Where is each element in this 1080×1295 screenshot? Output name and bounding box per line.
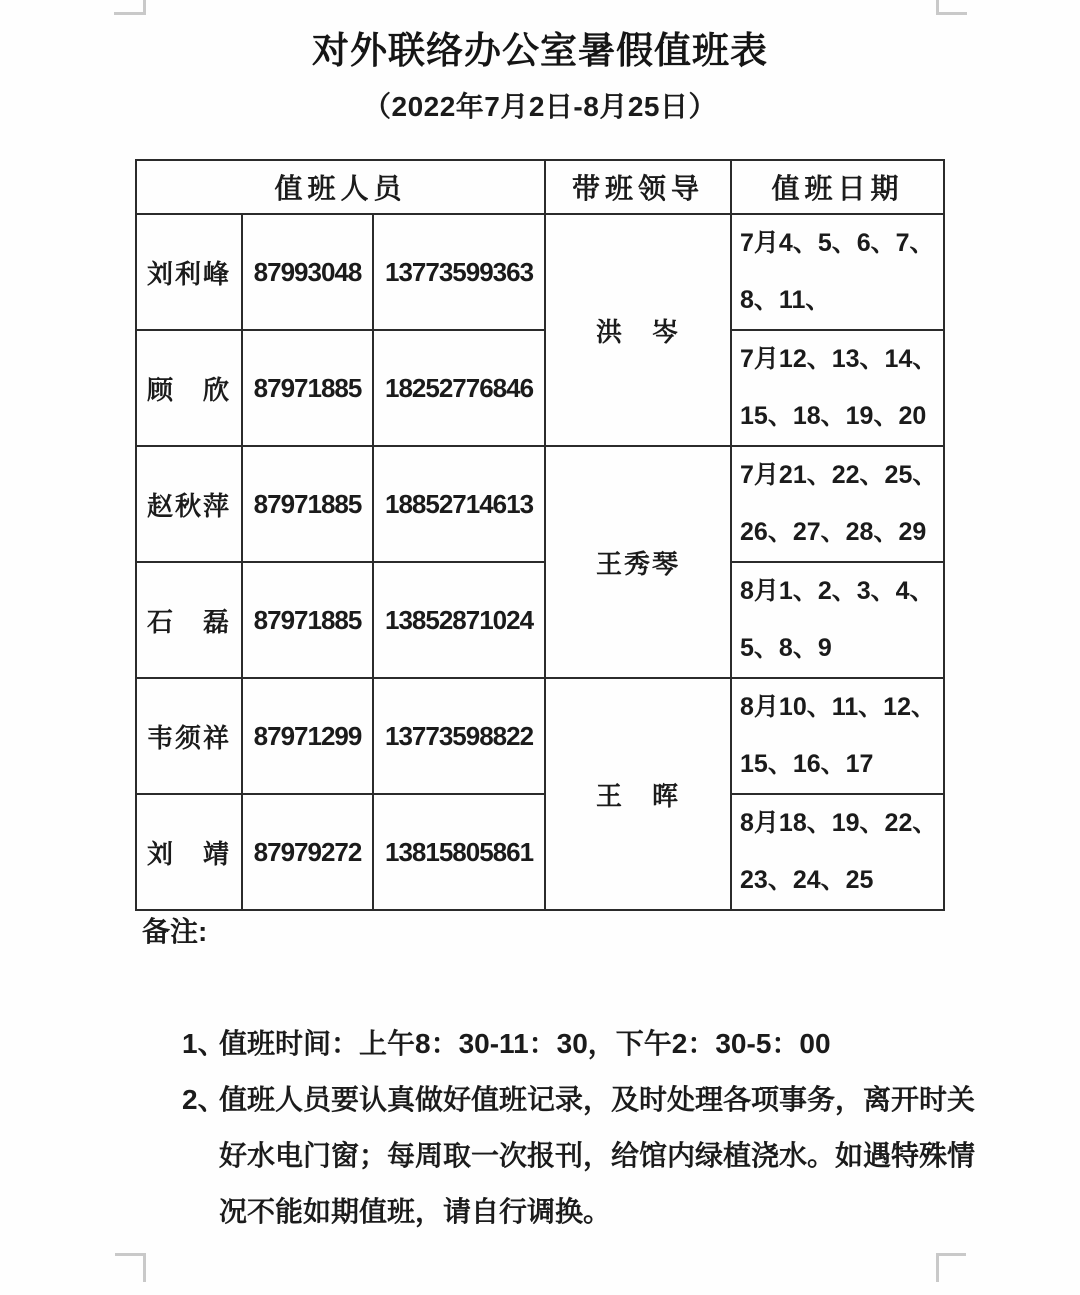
staff-name-cell: 刘 靖: [136, 794, 242, 910]
staff-name-cell: 石 磊: [136, 562, 242, 678]
note-text: 值班时间：上午8：30-11：30，下午2：30-5：00: [219, 1028, 831, 1059]
office-phone-cell: 87971299: [242, 678, 373, 794]
mobile-phone-cell: 13773598822: [373, 678, 545, 794]
office-phone-cell: 87971885: [242, 446, 373, 562]
duty-dates-cell: 7月12、13、14、15、18、19、20: [731, 330, 944, 446]
mobile-phone-cell: 13852871024: [373, 562, 545, 678]
table-row: [136, 562, 944, 678]
page-title: 对外联络办公室暑假值班表: [312, 30, 768, 71]
staff-name-cell: 韦须祥: [136, 678, 242, 794]
scan-corner-mark-top-right: [936, 0, 967, 15]
office-phone-cell: 87971885: [242, 562, 373, 678]
office-phone-cell: 87979272: [242, 794, 373, 910]
duty-roster-table: [135, 159, 945, 911]
note-number: 1、: [182, 1028, 226, 1059]
table-row: [136, 214, 944, 330]
table-row: [136, 794, 944, 910]
note-text: 值班人员要认真做好值班记录，及时处理各项事务，离开时关好水电门窗；每周取一次报刊，给馆内绿植浇水。如遇特殊情况不能如期值班，请自行调换。: [219, 1084, 976, 1227]
remark-label: 备注:: [142, 916, 208, 947]
note-item: [182, 1016, 982, 1072]
duty-dates-cell: 8月10、11、12、15、16、17: [731, 678, 944, 794]
table-header-row: [136, 160, 944, 214]
leader-name-cell: 王秀琴: [545, 446, 731, 678]
duty-dates-cell: 7月21、22、25、26、27、28、29: [731, 446, 944, 562]
mobile-phone-cell: 18852714613: [373, 446, 545, 562]
office-phone-cell: 87971885: [242, 330, 373, 446]
scan-corner-mark-bottom-left: [115, 1253, 146, 1282]
duty-dates-cell: 7月4、5、6、7、8、11、: [731, 214, 944, 330]
table-row: [136, 446, 944, 562]
header-cell-dates: 值班日期: [731, 160, 944, 214]
leader-name-cell: 洪 岑: [545, 214, 731, 446]
mobile-phone-cell: 13815805861: [373, 794, 545, 910]
note-number: 2、: [182, 1084, 226, 1115]
mobile-phone-cell: 18252776846: [373, 330, 545, 446]
duty-dates-cell: 8月18、19、22、23、24、25: [731, 794, 944, 910]
staff-name-cell: 赵秋萍: [136, 446, 242, 562]
office-phone-cell: 87993048: [242, 214, 373, 330]
table-row: [136, 330, 944, 446]
header-cell-staff: 值班人员: [136, 160, 545, 214]
staff-name-cell: 顾 欣: [136, 330, 242, 446]
page-subtitle: （2022年7月2日-8月25日）: [363, 91, 717, 122]
scan-corner-mark-top-left: [114, 0, 146, 15]
table-row: [136, 678, 944, 794]
note-item: [182, 1072, 982, 1240]
mobile-phone-cell: 13773599363: [373, 214, 545, 330]
header-cell-leader: 带班领导: [545, 160, 731, 214]
duty-dates-cell: 8月1、2、3、4、5、8、9: [731, 562, 944, 678]
staff-name-cell: 刘利峰: [136, 214, 242, 330]
notes-list: [182, 1016, 982, 1240]
leader-name-cell: 王 晖: [545, 678, 731, 910]
scan-corner-mark-bottom-right: [936, 1253, 966, 1282]
